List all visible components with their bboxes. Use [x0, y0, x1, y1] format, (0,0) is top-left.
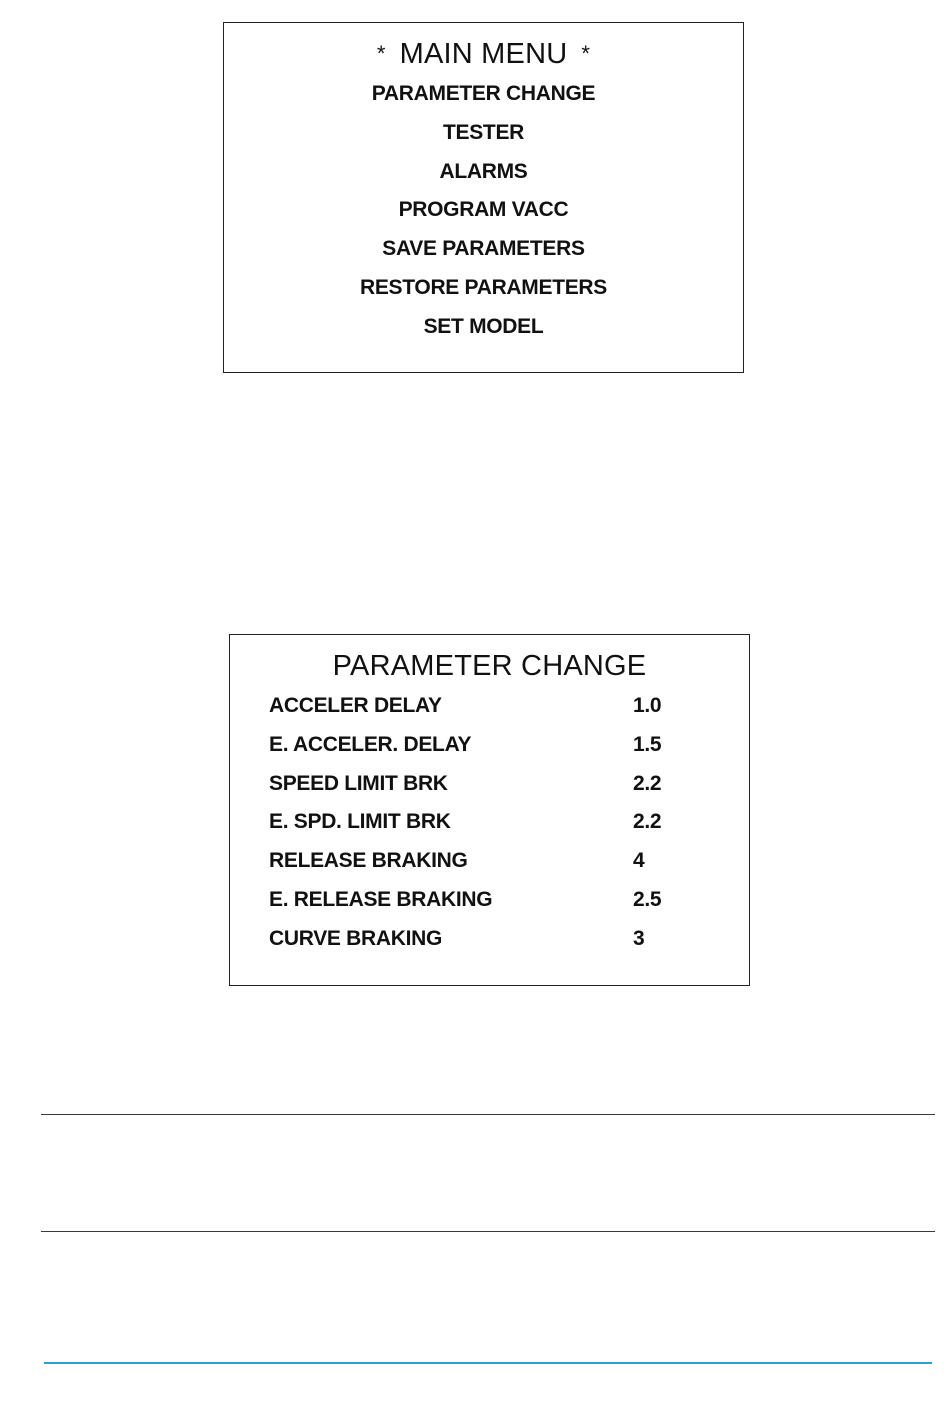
parameter-list: [269, 691, 709, 963]
parameter-row-e-release-braking[interactable]: [269, 885, 709, 924]
parameter-row-e-spd-limit-brk[interactable]: [269, 807, 709, 846]
main-menu-title-text: MAIN MENU: [399, 38, 568, 70]
accent-divider: [44, 1362, 932, 1364]
parameter-name: E. SPD. LIMIT BRK: [269, 810, 451, 834]
parameter-value: 2.2: [633, 771, 662, 795]
menu-item-save-parameters[interactable]: SAVE PARAMETERS: [382, 237, 585, 261]
menu-item-tester[interactable]: TESTER: [442, 120, 525, 144]
parameter-name: RELEASE BRAKING: [269, 849, 468, 873]
parameter-row-e-acceler-delay[interactable]: [269, 730, 709, 769]
parameter-value: 3: [633, 926, 645, 950]
divider: [41, 1114, 935, 1115]
divider: [41, 1231, 935, 1232]
menu-item-restore-parameters[interactable]: RESTORE PARAMETERS: [359, 275, 608, 299]
parameter-row-speed-limit-brk[interactable]: [269, 769, 709, 808]
parameter-value: 2.5: [633, 887, 662, 911]
menu-item-alarms[interactable]: ALARMS: [439, 159, 528, 183]
main-menu-screen: [223, 22, 744, 373]
parameter-row-acceler-delay[interactable]: [269, 691, 709, 730]
parameter-change-screen: [229, 634, 750, 986]
parameter-row-release-braking[interactable]: [269, 846, 709, 885]
parameter-value: 4: [633, 849, 645, 873]
main-menu-list: [224, 79, 743, 351]
parameter-row-curve-braking[interactable]: [269, 924, 709, 963]
parameter-name: CURVE BRAKING: [269, 926, 443, 950]
parameter-name: E. ACCELER. DELAY: [269, 732, 472, 756]
star-icon: *: [376, 41, 386, 66]
parameter-name: E. RELEASE BRAKING: [269, 887, 493, 911]
parameter-name: ACCELER DELAY: [269, 694, 442, 717]
star-icon: *: [581, 41, 591, 66]
parameter-name: SPEED LIMIT BRK: [269, 771, 448, 795]
menu-item-program-vacc[interactable]: PROGRAM VACC: [398, 198, 569, 222]
parameter-value: 1.0: [633, 694, 662, 717]
parameter-change-title: PARAMETER CHANGE: [332, 650, 647, 682]
parameter-value: 1.5: [633, 732, 662, 756]
menu-item-parameter-change[interactable]: PARAMETER CHANGE: [371, 82, 596, 105]
main-menu-title: [224, 39, 743, 69]
parameter-value: 2.2: [633, 810, 662, 834]
menu-item-set-model[interactable]: SET MODEL: [423, 314, 544, 338]
